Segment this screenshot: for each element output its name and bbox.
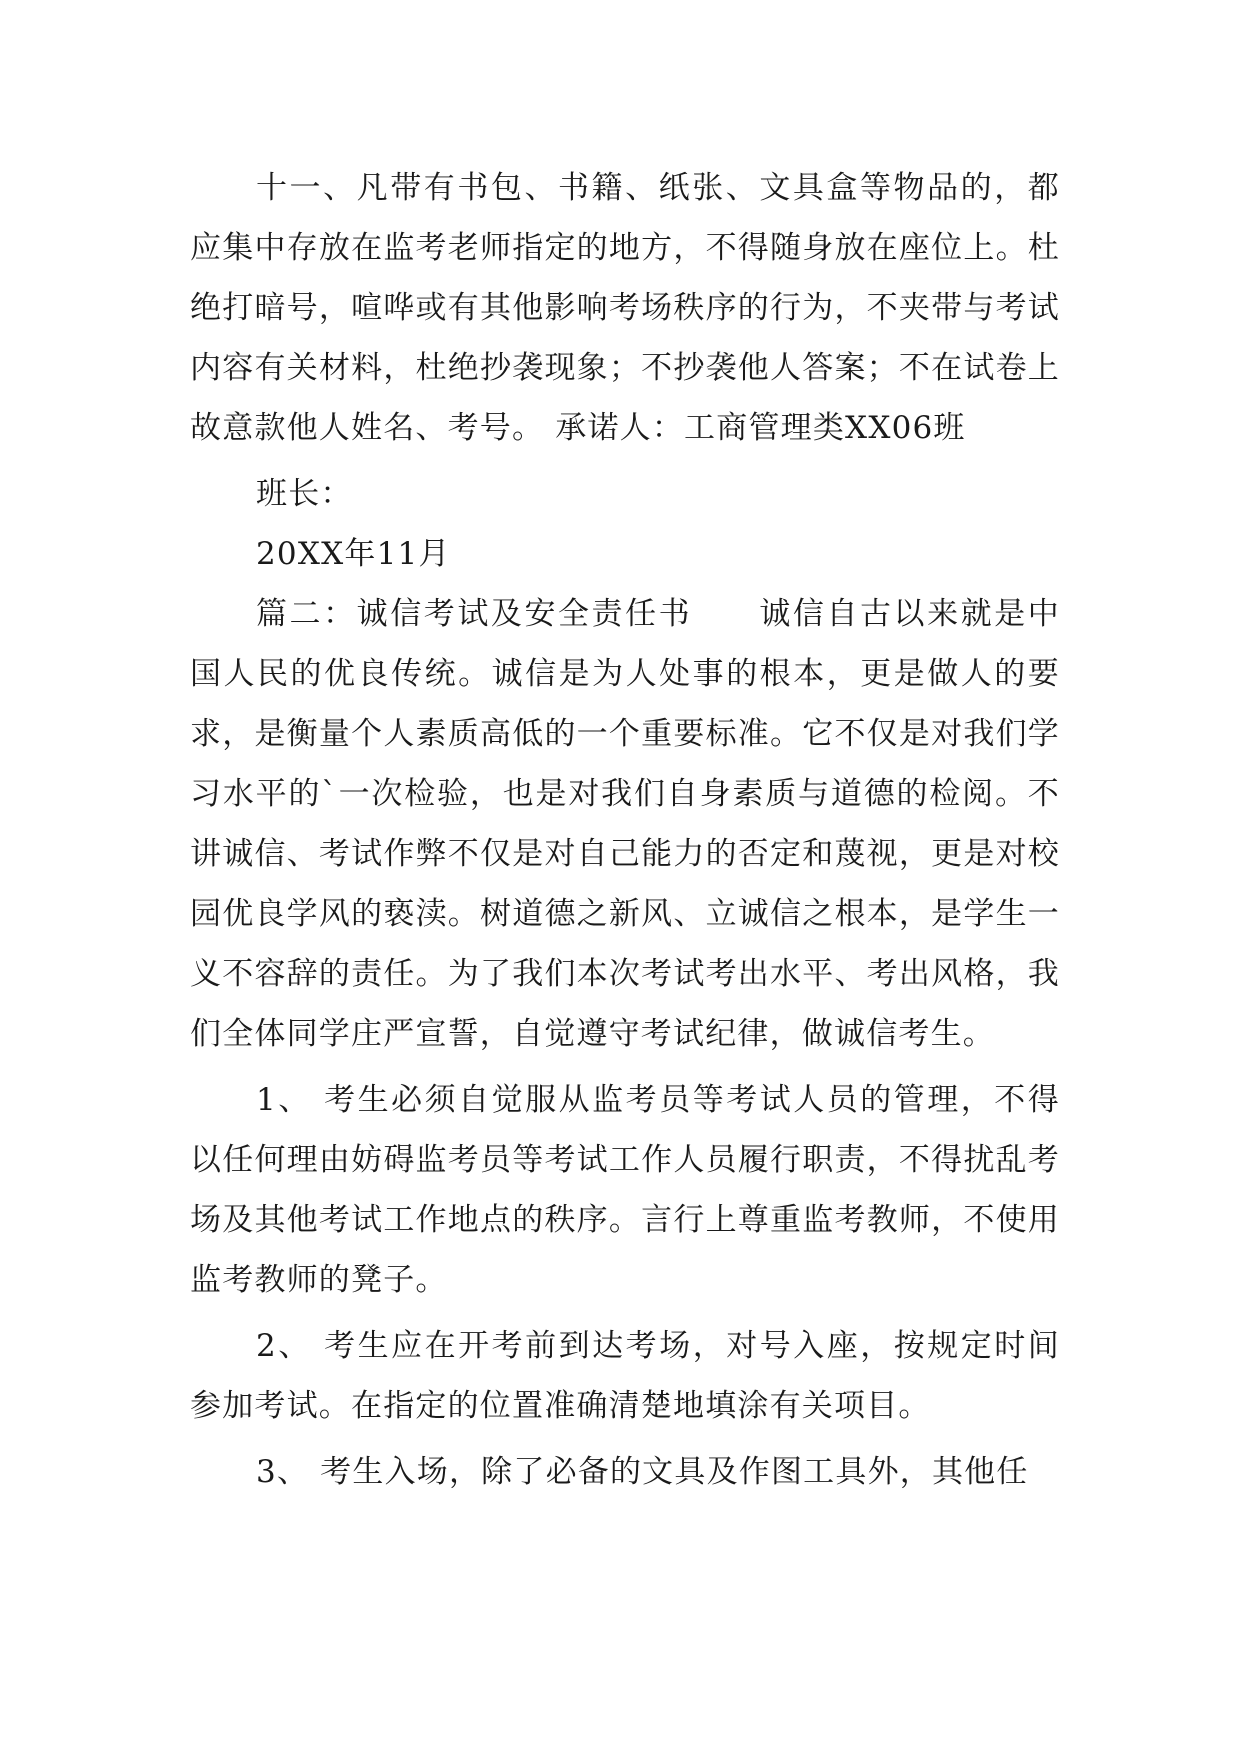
paragraph-monitor-signature: 班长： [256,476,353,512]
paragraph-rule-three: 3、 考生入场，除了必备的文具及作图工具外，其他任 [256,1454,1029,1490]
document-page [190,158,1060,1502]
paragraph-chapter-two-intro: 篇二：诚信考试及安全责任书 诚信自古以来就是中国人民的优良传统。诚信是为人处事的根本，更是做人的要求，是衡量个人素质高低的一个重要标准。它不仅是对我们学习水平的`一次检验，也是对我们自身素质与道德的检阅。不讲诚信、考试作弊不仅是对自己能力的否定和蔑视，更是对校园优良学风的亵渎。树道德之新风、立诚信之根本，是学生一义不容辞的责任。为了我们本次考试考出水平、考出风格，我们全体同学庄严宣誓，自觉遵守考试纪律，做诚信考生。 [190,596,1060,1052]
paragraph-rule-eleven: 十一、凡带有书包、书籍、纸张、文具盒等物品的，都应集中存放在监考老师指定的地方，不得随身放在座位上。杜绝打暗号，喧哗或有其他影响考场秩序的行为，不夹带与考试内容有关材料，杜绝抄袭现象；不抄袭他人答案；不在试卷上故意款他人姓名、考号。 承诺人：工商管理类XX06班 [190,170,1060,446]
paragraph-date: 20XX年11月 [256,536,451,572]
paragraph-rule-one: 1、 考生必须自觉服从监考员等考试人员的管理，不得以任何理由妨碍监考员等考试工作人员履行职责，不得扰乱考场及其他考试工作地点的秩序。言行上尊重监考教师，不使用监考教师的凳子。 [190,1082,1060,1298]
paragraph-rule-two: 2、 考生应在开考前到达考场，对号入座，按规定时间参加考试。在指定的位置准确清楚地填涂有关项目。 [190,1328,1060,1424]
